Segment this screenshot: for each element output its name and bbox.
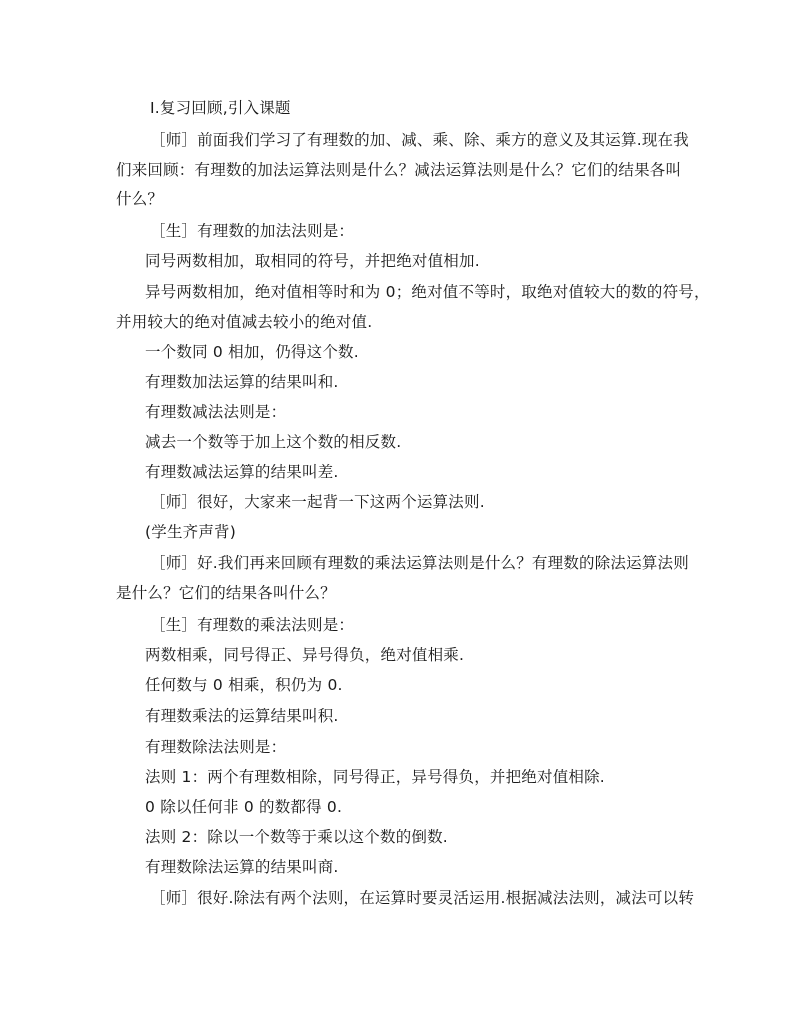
paragraph-line: 法则 1：两个有理数相除，同号得正，异号得负，并把绝对值相除. (145, 768, 605, 786)
paragraph-line: 任何数与 0 相乘，积仍为 0. (145, 676, 343, 694)
section-heading: Ⅰ.复习回顾,引入课题 (150, 99, 291, 117)
paragraph-line: 异号两数相加，绝对值相等时和为 0；绝对值不等时，取绝对值较大的数的符号， (145, 283, 710, 301)
paragraph-line: 有理数除法法则是： (145, 738, 287, 756)
paragraph-line: ［师］很好.除法有两个法则，在运算时要灵活运用.根据减法法则，减法可以转 (150, 889, 695, 907)
paragraph-line: 0 除以任何非 0 的数都得 0. (145, 798, 343, 816)
paragraph-line: 有理数乘法的运算结果叫积. (145, 707, 339, 725)
paragraph-line: (学生齐声背) (145, 523, 236, 541)
paragraph-line: 减去一个数等于加上这个数的相反数. (145, 433, 402, 451)
paragraph-line: 法则 2：除以一个数等于乘以这个数的倒数. (145, 828, 448, 846)
paragraph-line: 并用较大的绝对值减去较小的绝对值. (116, 313, 373, 331)
paragraph-line: ［师］好.我们再来回顾有理数的乘法运算法则是什么？有理数的除法运算法则 (150, 554, 689, 572)
paragraph-line: 有理数加法运算的结果叫和. (145, 373, 339, 391)
paragraph-line: 什么？ (116, 190, 164, 208)
paragraph-line: 有理数减法运算的结果叫差. (145, 463, 339, 481)
paragraph-line: 有理数除法运算的结果叫商. (145, 858, 339, 876)
paragraph-line: 是什么？它们的结果各叫什么？ (116, 584, 336, 602)
paragraph-line: ［师］很好，大家来一起背一下这两个运算法则. (150, 493, 485, 511)
paragraph-line: ［生］有理数的乘法法则是： (150, 616, 355, 634)
paragraph-line: ［师］前面我们学习了有理数的加、减、乘、除、乘方的意义及其运算.现在我 (150, 131, 689, 149)
paragraph-line: 一个数同 0 相加，仍得这个数. (145, 343, 359, 361)
paragraph-line: ［生］有理数的加法法则是： (150, 222, 355, 240)
paragraph-line: 们来回顾：有理数的加法运算法则是什么？减法运算法则是什么？它们的结果各叫 (116, 161, 682, 179)
paragraph-line: 有理数减法法则是： (145, 403, 287, 421)
paragraph-line: 两数相乘，同号得正、异号得负，绝对值相乘. (145, 646, 465, 664)
paragraph-line: 同号两数相加，取相同的符号，并把绝对值相加. (145, 252, 480, 270)
